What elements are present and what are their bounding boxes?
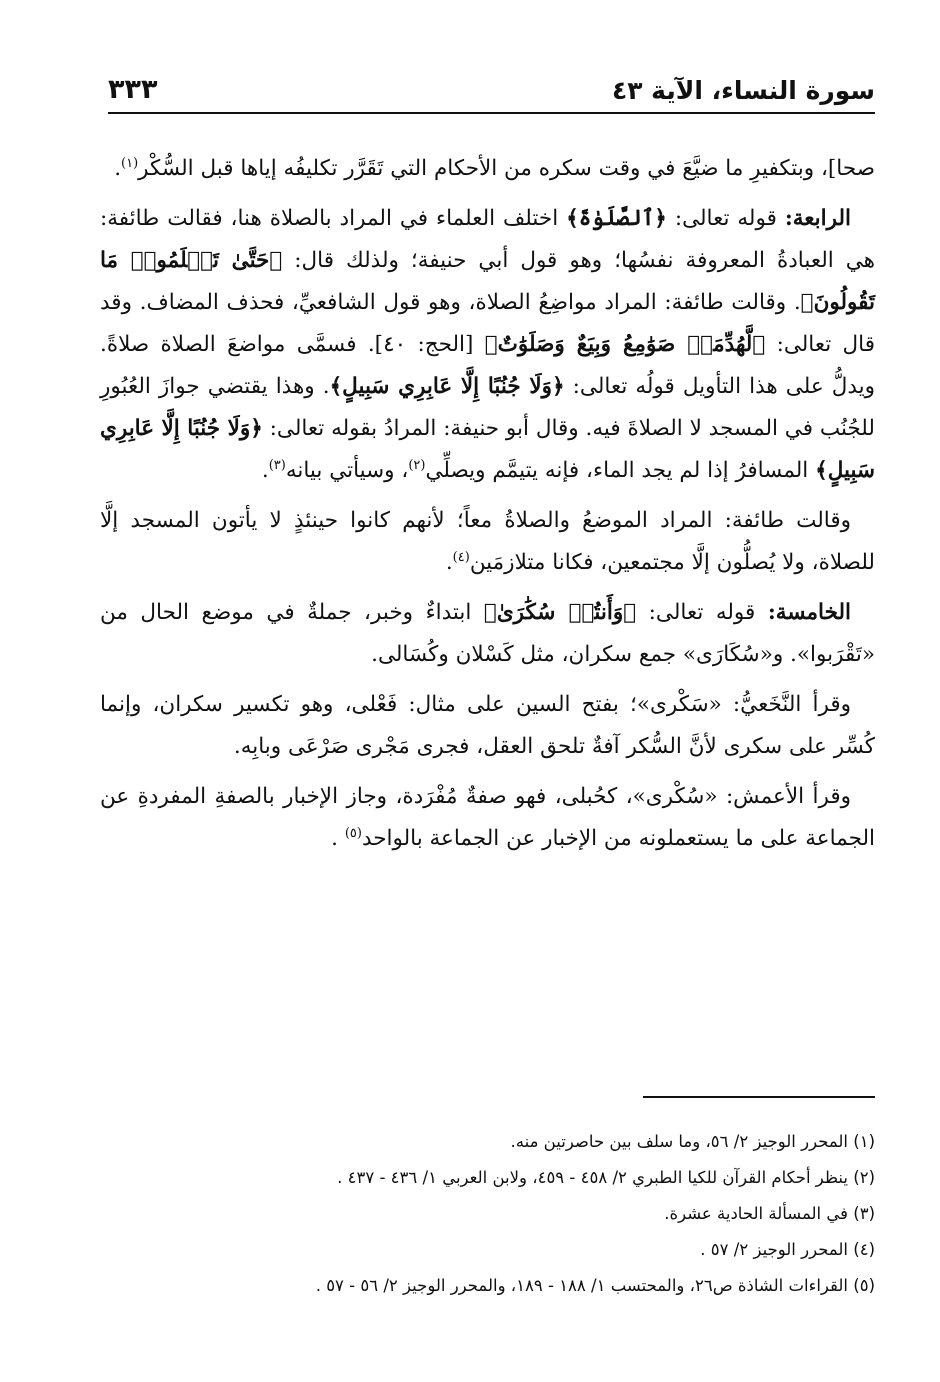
footnote: (٥) القراءات الشاذة ص٢٦، والمحتسب ١/ ١٨٨ - ١٨٩، والمحرر الوجيز ٢/ ٥٦ - ٥٧ . — [315, 1276, 875, 1295]
quran-quote: ﴿لَّهُدِّمَتۡ صَوَٰمِعُ وَبِيَعٌ وَصَلَوَٰتٌ﴾ — [484, 332, 766, 357]
text-segment: . وهذا يقتضي جوازَ العُبُورِ للجُنُب في المسجد لا الصلاةَ فيه. وقال أبو حنيفة: المرادُ بقوله تعالى: — [100, 374, 875, 441]
text-segment: قوله تعالى: — [636, 600, 768, 625]
quran-quote: ﴿وَلَا جُنُبًا إِلَّا عَابِرِي سَبِيلٍ﴾ — [100, 416, 875, 483]
text-segment: [الحج: ٤٠]. فسمَّى مواضعَ الصلاة صلاةً. ويدلُّ على هذا التأويل قولُه تعالى: — [100, 332, 875, 399]
text-segment: المسافرُ إذا لم يجد الماء، فإنه يتيمَّم ويصلِّي — [425, 458, 816, 483]
text-segment: ابتداءٌ وخبر، جملةٌ في موضع الحال من «تَقْرَبوا». و«سُكَارَى» جمع سكران، مثل كَسْلان وكُسَالى. — [100, 600, 875, 667]
text-segment: وقالت طائفة: المراد الموضعُ والصلاةُ معاً؛ لأنهم كانوا حينئذٍ لا يأتون المسجد إلَّا للصلاة، ولا يُصلُّون إلَّا مجتمعين، فكانا متلازمَين — [100, 508, 875, 575]
footnote: (١) المحرر الوجيز ٢/ ٥٦، وما سلف بين حاصرتين منه. — [510, 1132, 875, 1151]
page-header — [108, 72, 875, 114]
footnote-ref: (٢) — [408, 457, 426, 473]
quran-quote: ﴿حَتَّىٰ تَعۡلَمُوا۟ مَا تَقُولُونَ﴾ — [100, 248, 875, 315]
text-segment: . — [331, 826, 345, 851]
footnote-ref: (١) — [121, 155, 139, 171]
section-heading: الرابعة: — [784, 206, 851, 231]
page-number: ٣٣٣ — [108, 74, 158, 105]
footnote: (٤) المحرر الوجيز ٢/ ٥٧ . — [700, 1240, 875, 1259]
quran-quote: ﴿ٱلصَّلَوٰةَ﴾ — [566, 206, 667, 231]
text-segment: صحا]، وبتكفيرِ ما ضيَّعَ في وقت سكره من الأحكام التي تَقَرَّر تكليفُه إياها قبل السُّكْر — [138, 156, 875, 181]
footnote-ref: (٣) — [268, 457, 286, 473]
text-segment: قوله تعالى: — [666, 206, 785, 231]
quran-quote: ﴿وَلَا جُنُبًا إِلَّا عَابِرِي سَبِيلٍ﴾ — [329, 374, 565, 399]
footnote: (٢) ينظر أحكام القرآن للكيا الطبري ٢/ ٤٥٨ - ٤٥٩، ولابن العربي ١/ ٤٣٦ - ٤٣٧ . — [337, 1168, 875, 1187]
text-segment: اختلف العلماء في المراد بالصلاة هنا، فقالت طائفة: هي العبادةُ المعروفة نفسُها؛ وهو قول أبي حنيفة؛ ولذلك قال: — [100, 206, 875, 273]
section-heading: الخامسة: — [767, 600, 851, 625]
footnote-separator — [643, 1096, 875, 1098]
paragraph — [100, 148, 875, 190]
main-text — [100, 148, 875, 868]
paragraph — [100, 500, 875, 584]
footnote-ref: (٥) — [344, 825, 362, 841]
text-segment: وقرأ النَّخَعيُّ: «سَكْرى»؛ بفتح السين على مثال: فَعْلى، وهو تكسير سكران، وإنما كُسِّر على سكرى لأنَّ السُّكر آفةٌ تلحق العقل، فجرى مَجْرى صَرْعَى وبابِه. — [100, 692, 875, 759]
paragraph — [100, 684, 875, 768]
text-segment: . — [445, 550, 453, 575]
text-segment: . — [261, 458, 269, 483]
running-title: سورة النساء، الآية ٤٣ — [611, 76, 875, 105]
paragraph — [100, 776, 875, 860]
footnote: (٣) في المسألة الحادية عشرة. — [664, 1204, 875, 1223]
footnotes — [100, 1124, 875, 1304]
text-segment: . وقالت طائفة: المراد مواضِعُ الصلاة، وهو قول الشافعيِّ، فحذف المضاف. وقد قال تعالى: — [100, 290, 875, 357]
paragraph — [100, 592, 875, 676]
paragraph — [100, 198, 875, 492]
footnote-ref: (٤) — [452, 549, 470, 565]
quran-quote: ﴿وَأَنتُمۡ سُكَٰرَىٰ﴾ — [483, 600, 637, 625]
text-segment: ، وسيأتي بيانه — [285, 458, 409, 483]
text-segment: . — [114, 156, 122, 181]
text-segment: وقرأ الأعمش: «سُكْرى»، كحُبلى، فهو صفةٌ مُفْرَدة، وجاز الإخبار بالصفةِ المفردةِ عن الجماعة على ما يستعملونه من الإخبار عن الجماعة بالواحد — [100, 784, 875, 851]
